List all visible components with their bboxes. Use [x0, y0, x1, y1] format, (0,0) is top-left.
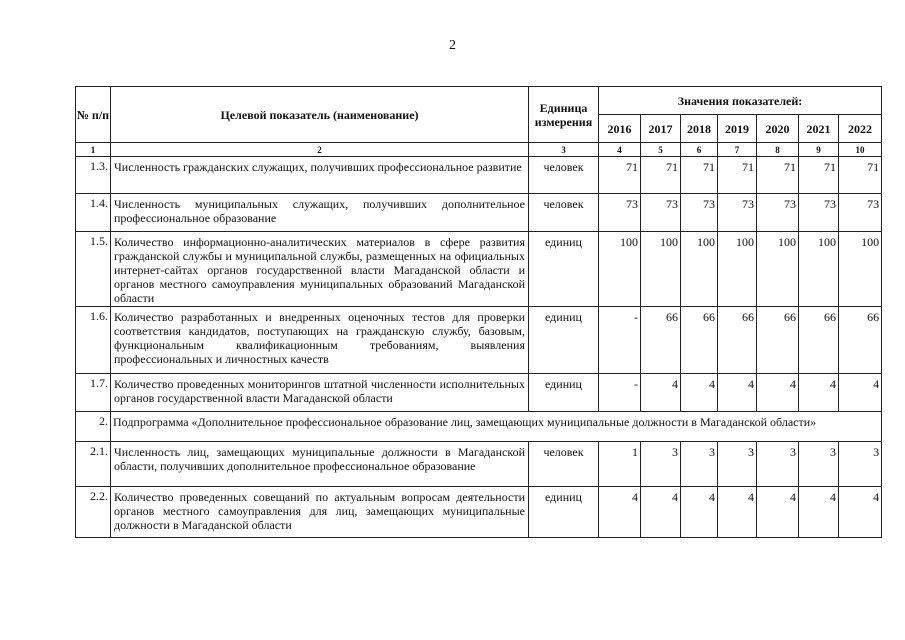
- value-cell: 66: [718, 307, 757, 374]
- value-cell: 3: [718, 442, 757, 487]
- row-number: 1.6.: [76, 307, 111, 374]
- header-num: № п/п: [76, 87, 111, 143]
- table-row: [76, 194, 882, 232]
- unit-cell: единиц: [529, 232, 599, 307]
- value-cell: 4: [681, 374, 718, 412]
- value-cell: 71: [681, 157, 718, 194]
- header-year: 2018: [681, 115, 718, 143]
- unit-cell: единиц: [529, 487, 599, 538]
- value-cell: 4: [839, 487, 882, 538]
- row-number: 2.1.: [76, 442, 111, 487]
- value-cell: 4: [839, 374, 882, 412]
- value-cell: 66: [799, 307, 839, 374]
- value-cell: -: [599, 374, 641, 412]
- header-values-title: Значения показателей:: [599, 87, 882, 115]
- value-cell: 73: [757, 194, 799, 232]
- header-year: 2017: [641, 115, 681, 143]
- subprogram-title: Подпрограмма «Дополнительное профессиональное образование лиц, замещающих муниципальные должности в Магаданской области»: [111, 412, 882, 442]
- table-row: [76, 487, 882, 538]
- unit-cell: человек: [529, 442, 599, 487]
- value-cell: 4: [718, 374, 757, 412]
- value-cell: 71: [757, 157, 799, 194]
- table-row: [76, 442, 882, 487]
- value-cell: 100: [757, 232, 799, 307]
- header-indicator: Целевой показатель (наименование): [111, 87, 529, 143]
- column-number: 1: [76, 143, 111, 157]
- value-cell: 4: [799, 487, 839, 538]
- value-cell: 71: [641, 157, 681, 194]
- column-number: 4: [599, 143, 641, 157]
- indicator-name: Количество проведенных мониторингов штатной численности исполнительных органов государственной власти Магаданской области: [111, 374, 529, 412]
- unit-cell: человек: [529, 157, 599, 194]
- value-cell: 71: [799, 157, 839, 194]
- value-cell: 66: [757, 307, 799, 374]
- value-cell: 73: [599, 194, 641, 232]
- value-cell: 4: [757, 374, 799, 412]
- value-cell: 66: [641, 307, 681, 374]
- row-number: 1.7.: [76, 374, 111, 412]
- row-number: 1.5.: [76, 232, 111, 307]
- indicator-name: Численность гражданских служащих, получивших профессиональное развитие: [111, 157, 529, 194]
- table-row: [76, 157, 882, 194]
- header-year: 2019: [718, 115, 757, 143]
- column-number: 5: [641, 143, 681, 157]
- indicator-name: Количество разработанных и внедренных оценочных тестов для проверки соответствия кандидатов, поступающих на гражданскую службу, базовым, функциональным квалификационным требованиям, выявления профессиональных и личностных качеств: [111, 307, 529, 374]
- column-number: 10: [839, 143, 882, 157]
- header-year: 2022: [839, 115, 882, 143]
- row-number: 2.: [76, 412, 111, 442]
- value-cell: 73: [718, 194, 757, 232]
- value-cell: 73: [641, 194, 681, 232]
- value-cell: 3: [799, 442, 839, 487]
- indicator-name: Численность муниципальных служащих, получивших дополнительное профессиональное образование: [111, 194, 529, 232]
- value-cell: 1: [599, 442, 641, 487]
- value-cell: 66: [681, 307, 718, 374]
- value-cell: 3: [641, 442, 681, 487]
- value-cell: 66: [839, 307, 882, 374]
- header-year: 2020: [757, 115, 799, 143]
- column-number: 8: [757, 143, 799, 157]
- value-cell: 73: [799, 194, 839, 232]
- value-cell: 100: [599, 232, 641, 307]
- page-number: 2: [449, 38, 456, 53]
- value-cell: 71: [718, 157, 757, 194]
- value-cell: 73: [681, 194, 718, 232]
- value-cell: 100: [641, 232, 681, 307]
- unit-cell: человек: [529, 194, 599, 232]
- value-cell: 4: [718, 487, 757, 538]
- value-cell: 4: [799, 374, 839, 412]
- value-cell: 4: [599, 487, 641, 538]
- value-cell: 100: [681, 232, 718, 307]
- header-year: 2021: [799, 115, 839, 143]
- value-cell: 3: [681, 442, 718, 487]
- column-number: 2: [111, 143, 529, 157]
- header-year: 2016: [599, 115, 641, 143]
- value-cell: 71: [839, 157, 882, 194]
- value-cell: 3: [839, 442, 882, 487]
- table-row: [76, 374, 882, 412]
- column-number: 7: [718, 143, 757, 157]
- value-cell: -: [599, 307, 641, 374]
- indicator-name: Количество информационно-аналитических материалов в сфере развития гражданской службы и муниципальной службы, размещенных на официальных интернет-сайтах органов государственной власти Магаданской области и органов местного самоуправления муниципальных образований Магаданской области: [111, 232, 529, 307]
- row-number: 1.4.: [76, 194, 111, 232]
- indicators-table: [75, 86, 882, 538]
- value-cell: 4: [757, 487, 799, 538]
- column-number: 6: [681, 143, 718, 157]
- column-number: 9: [799, 143, 839, 157]
- value-cell: 100: [718, 232, 757, 307]
- value-cell: 4: [681, 487, 718, 538]
- value-cell: 71: [599, 157, 641, 194]
- value-cell: 3: [757, 442, 799, 487]
- column-number: 3: [529, 143, 599, 157]
- unit-cell: единиц: [529, 307, 599, 374]
- value-cell: 73: [839, 194, 882, 232]
- unit-cell: единиц: [529, 374, 599, 412]
- value-cell: 100: [839, 232, 882, 307]
- indicator-name: Численность лиц, замещающих муниципальные должности в Магаданской области, получивших дополнительное профессиональное образование: [111, 442, 529, 487]
- value-cell: 4: [641, 374, 681, 412]
- value-cell: 4: [641, 487, 681, 538]
- subprogram-row: [76, 412, 882, 442]
- table-row: [76, 307, 882, 374]
- row-number: 1.3.: [76, 157, 111, 194]
- indicator-name: Количество проведенных совещаний по актуальным вопросам деятельности органов местного самоуправления для лиц, замещающих муниципальные должности в Магаданской области: [111, 487, 529, 538]
- header-unit: Единица измерения: [529, 87, 599, 143]
- row-number: 2.2.: [76, 487, 111, 538]
- table-row: [76, 232, 882, 307]
- value-cell: 100: [799, 232, 839, 307]
